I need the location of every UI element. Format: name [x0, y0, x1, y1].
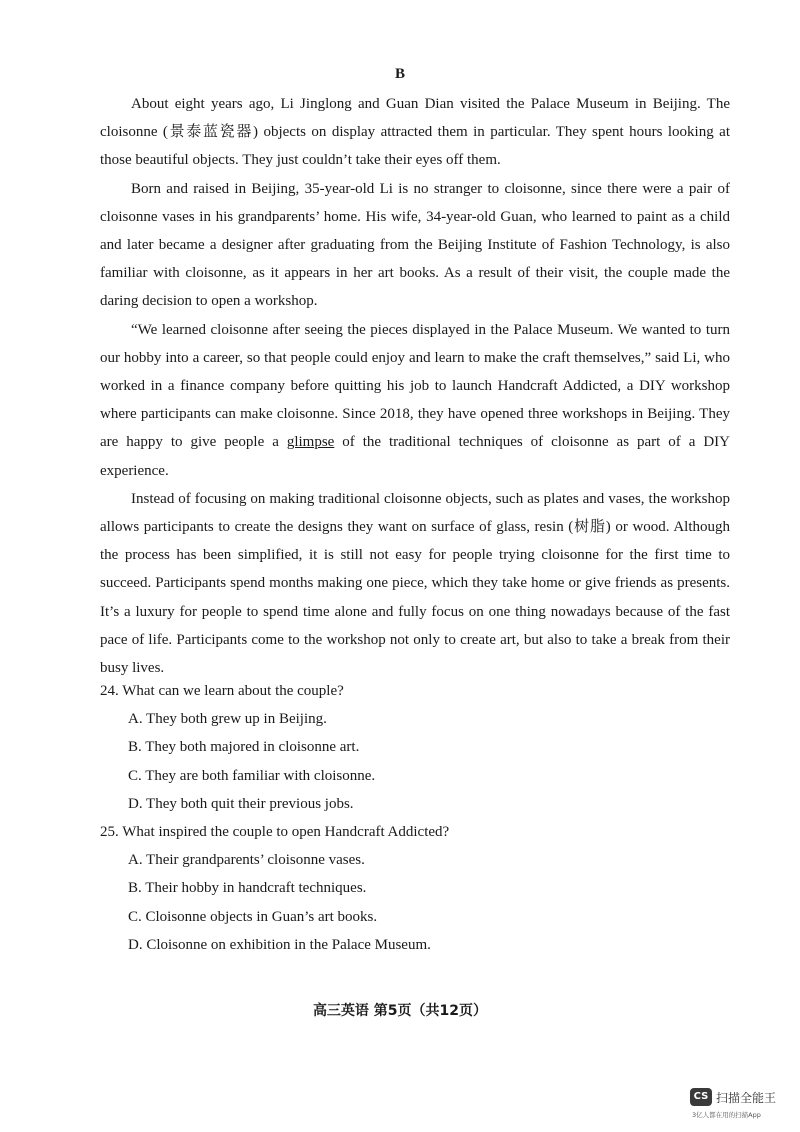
reading-passage — [100, 90, 730, 682]
question-list — [100, 677, 730, 959]
answer-option: B. Their hobby in handcraft techniques. — [128, 880, 367, 897]
scanner-watermark — [690, 1088, 790, 1124]
answer-option: C. Cloisonne objects in Guan’s art books. — [128, 908, 378, 925]
page-footer: 高三英语 第5页（共12页） — [312, 1003, 488, 1019]
paragraph-3-text-start: “We learned cloisonne after seeing the pieces displayed in the Palace Museum. We wanted to turn our hobby into a career, so that people could enjoy and learn to make the craft themselves,” said Li, who worked in a finance company before quitting his job to launch Handcraft Addicted, a DIY workshop where participants can make cloisonne. Since 2018, they have opened three workshops in Beijing. They are happy to give people a — [100, 321, 730, 451]
passage-paragraph-1: About eight years ago, Li Jinglong and Guan Dian visited the Palace Museum in Beijing. The cloisonne (景泰蓝瓷器) objects on display attracted them in particular. They spent hours looking at those beautiful objects. They just couldn’t take their eyes off them. — [100, 96, 730, 169]
camscanner-logo-icon: CS — [690, 1088, 712, 1106]
answer-option: A. They both grew up in Beijing. — [128, 711, 327, 728]
answer-option: C. They are both familiar with cloisonne. — [128, 767, 376, 784]
answer-option: B. They both majored in cloisonne art. — [128, 739, 360, 756]
paragraph-3-text-end: of the traditional techniques of cloisonne as part of a DIY experience. — [100, 434, 730, 479]
question-stem: 24. What can we learn about the couple? — [100, 683, 344, 699]
question-25 — [100, 818, 730, 959]
answer-option: A. Their grandparents’ cloisonne vases. — [128, 852, 365, 869]
question-stem: 25. What inspired the couple to open Handcraft Addicted? — [100, 824, 450, 841]
scanner-tagline: 3亿人都在用的扫描App — [692, 1111, 761, 1119]
passage-paragraph-4: Instead of focusing on making traditional cloisonne objects, such as plates and vases, the workshop allows participants to create the designs they want on surface of glass, resin (树脂) or wood. Although the process has been simplified, it is still not easy for people trying cloisonne for the first time to succeed. Participants spend months making one piece, which they take home or give friends as presents. It’s a luxury for people to spend time alone and fully focus on one thing nowadays because of the fast pace of life. Participants come to the workshop not only to create art, but also to take a break from their busy lives. — [100, 490, 730, 677]
answer-option: D. They both quit their previous jobs. — [128, 795, 354, 812]
answer-option: D. Cloisonne on exhibition in the Palace Museum. — [128, 936, 431, 953]
underlined-word: glimpse — [286, 434, 335, 451]
passage-paragraph-2: Born and raised in Beijing, 35-year-old Li is no stranger to cloisonne, since there were a pair of cloisonne vases in his grandparents’ home. His wife, 34-year-old Guan, who learned to paint as a child and later became a designer after graduating from the Beijing Institute of Fashion Technology, is also familiar with cloisonne, as it appears in her art books. As a result of their visit, the couple made the daring decision to open a workshop. — [100, 180, 730, 310]
passage-paragraph-3 — [100, 316, 730, 485]
question-24 — [100, 677, 730, 818]
scanner-app-name: 扫描全能王 — [716, 1091, 777, 1105]
section-heading: B — [394, 66, 405, 82]
